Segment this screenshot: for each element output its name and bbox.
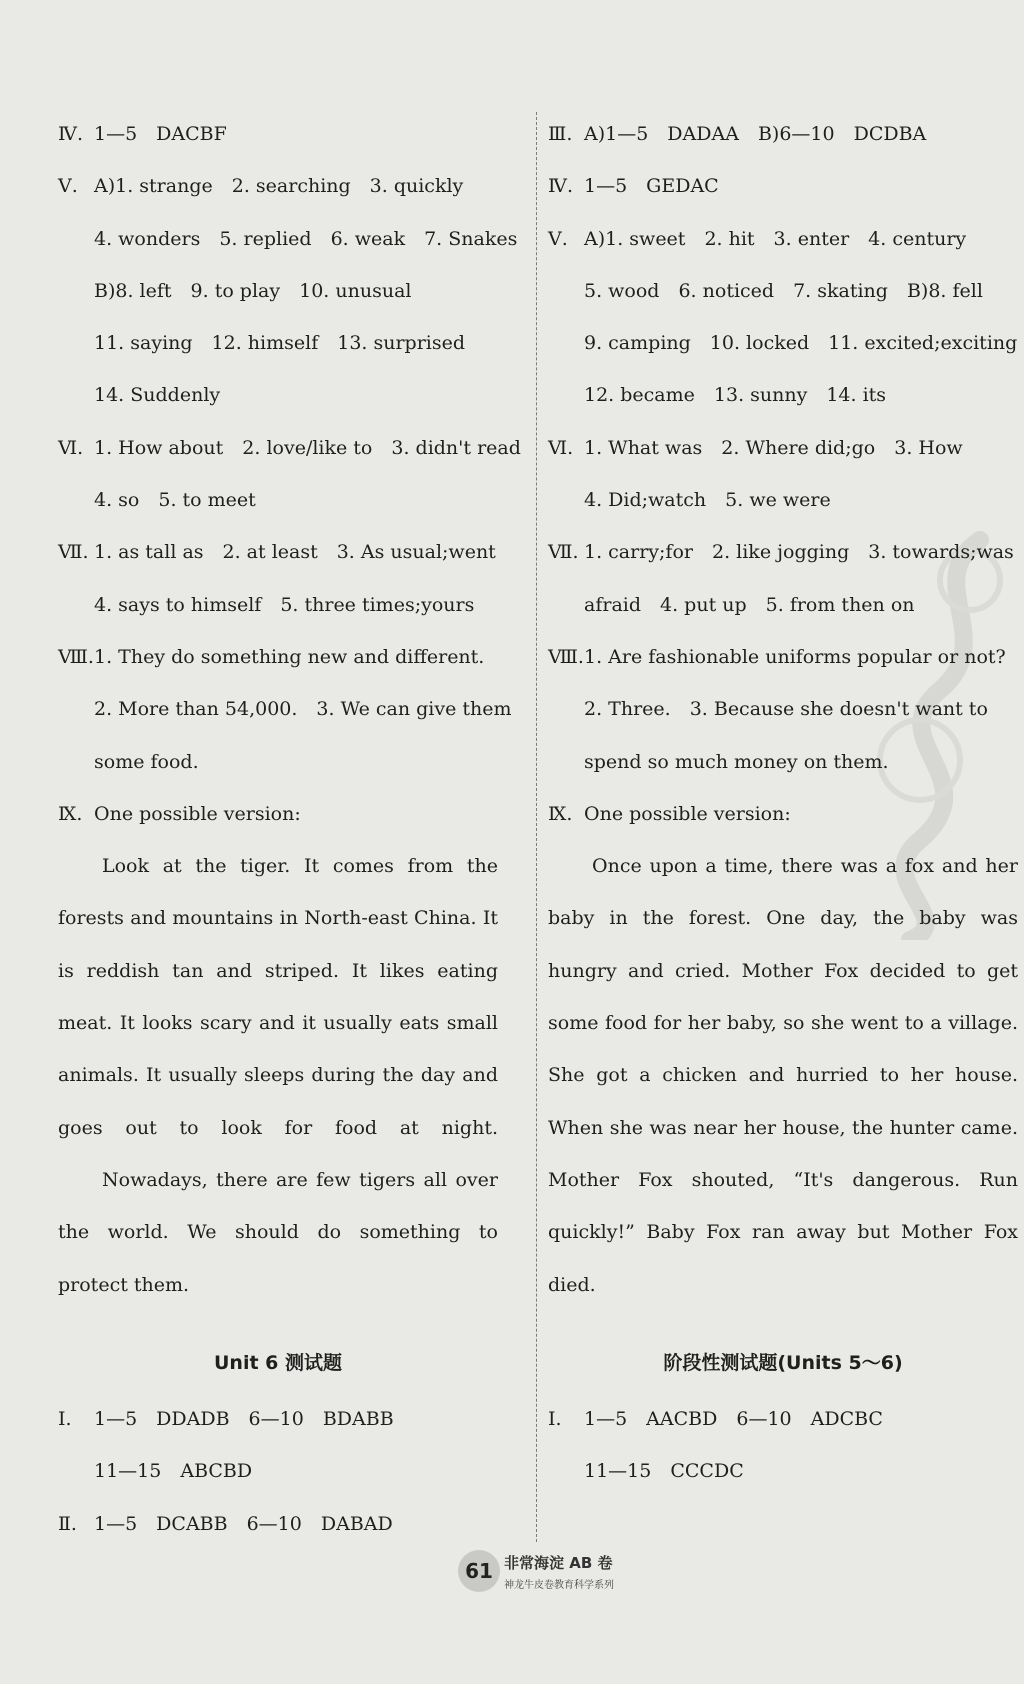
answer-line: A)1. strange 2. searching 3. quickly xyxy=(94,175,464,198)
answer-line: spend so much money on them. xyxy=(584,750,889,773)
section-title-stage-test: 阶段性测试题(Units 5～6) xyxy=(663,1351,903,1374)
answer-line: One possible version: xyxy=(584,802,791,825)
series-subtitle: 神龙牛皮卷教育科学系列 xyxy=(504,1580,614,1591)
answer-line: 1. They do something new and different. xyxy=(94,645,485,668)
answer-line: 1. How about 2. love/like to 3. didn't read xyxy=(94,436,521,459)
left-column xyxy=(58,108,521,1550)
answer-line: A)1. sweet 2. hit 3. enter 4. century xyxy=(584,227,967,250)
right-section-5 xyxy=(548,213,1018,265)
right-column xyxy=(548,108,1018,1498)
roman-numeral: Ⅸ. xyxy=(58,802,83,825)
roman-numeral: Ⅵ. xyxy=(58,436,84,459)
roman-numeral: Ⅸ. xyxy=(548,802,573,825)
answer-line: 2. More than 54,000. 3. We can give them xyxy=(94,698,512,721)
left-section-9 xyxy=(58,788,498,840)
right-section-4 xyxy=(548,160,1018,212)
answer-line: 4. Did;watch 5. we were xyxy=(584,489,831,512)
roman-numeral: Ⅶ. xyxy=(548,541,579,564)
answer-line: 5. wood 6. noticed 7. skating B)8. fell xyxy=(584,279,983,302)
answer-line: 4. so 5. to meet xyxy=(94,489,256,512)
answer-line: One possible version: xyxy=(94,802,301,825)
roman-numeral: Ⅴ. xyxy=(548,227,568,250)
roman-numeral: Ⅰ. xyxy=(58,1408,72,1431)
answer-line: 1—5 GEDAC xyxy=(584,175,719,198)
answer-line: 1. as tall as 2. at least 3. As usual;went xyxy=(94,541,496,564)
sample-essay-paragraph: Once upon a time, there was a fox and her baby in the forest. One day, the baby was hungry and cried. Mother Fox decided to get some food for her baby, so she went to a village. She got a chicken and hurried to her house. When she was near her house, the hunter came. Mother Fox shouted, “It's dangerous. Run quickly!” Baby Fox ran away but Mother Fox died. xyxy=(548,855,1018,1296)
roman-numeral: Ⅷ. xyxy=(548,645,584,668)
right-section-7 xyxy=(548,526,1018,578)
answer-line: 11. saying 12. himself 13. surprised xyxy=(94,332,466,355)
answer-line: afraid 4. put up 5. from then on xyxy=(584,593,915,616)
right-section-9 xyxy=(548,788,1018,840)
left-section-4 xyxy=(58,108,498,160)
left-section-6 xyxy=(58,422,521,474)
right-section-6 xyxy=(548,422,1018,474)
stage-section-1 xyxy=(548,1393,1018,1445)
answer-line: 12. became 13. sunny 14. its xyxy=(584,384,887,407)
roman-numeral: Ⅶ. xyxy=(58,541,89,564)
answer-line: 1—5 DDADB 6—10 BDABB xyxy=(94,1408,394,1431)
sample-essay-paragraph: Look at the tiger. It comes from the forests and mountains in North-east China. It is reddish tan and striped. It likes eating meat. It looks scary and it usually eats small animals. It usually sleeps during the day and goes out to look for food at night. xyxy=(58,855,498,1139)
answer-line: 2. Three. 3. Because she doesn't want to xyxy=(584,698,988,721)
answer-line: 11—15 ABCBD xyxy=(94,1460,253,1483)
brand-title: 非常海淀 AB 卷 xyxy=(504,1554,613,1572)
column-divider xyxy=(536,112,537,1542)
answer-line: 14. Suddenly xyxy=(94,384,221,407)
answer-line: 9. camping 10. locked 11. excited;exciting xyxy=(584,332,1018,355)
answer-line: 11—15 CCCDC xyxy=(584,1460,744,1483)
roman-numeral: Ⅳ. xyxy=(58,123,84,145)
roman-numeral: Ⅳ. xyxy=(548,175,574,198)
page-footer xyxy=(0,1542,1024,1622)
answer-line: 1—5 DCABB 6—10 DABAD xyxy=(94,1512,393,1535)
roman-numeral: Ⅱ. xyxy=(58,1512,77,1535)
section-title-unit-6: Unit 6 测试题 xyxy=(214,1351,342,1374)
answer-line: 1. What was 2. Where did;go 3. How xyxy=(584,436,963,459)
answer-line: 1. Are fashionable uniforms popular or not? xyxy=(584,645,1006,668)
unit6-section-1 xyxy=(58,1393,498,1445)
right-section-8 xyxy=(548,631,1018,683)
answer-line: 4. wonders 5. replied 6. weak 7. Snakes xyxy=(94,227,518,250)
page-number: 61 xyxy=(458,1550,500,1592)
roman-numeral: Ⅴ. xyxy=(58,175,78,198)
answer-line: B)8. left 9. to play 10. unusual xyxy=(94,279,412,302)
roman-numeral: Ⅵ. xyxy=(548,436,574,459)
left-section-8 xyxy=(58,631,498,683)
answer-line: 4. says to himself 5. three times;yours xyxy=(94,593,475,616)
left-section-7 xyxy=(58,526,498,578)
answer-line: some food. xyxy=(94,750,199,773)
roman-numeral: Ⅰ. xyxy=(548,1408,562,1431)
answer-line: A)1—5 DADAA B)6—10 DCDBA xyxy=(584,123,927,145)
roman-numeral: Ⅷ. xyxy=(58,645,94,668)
left-section-5 xyxy=(58,160,498,212)
answer-line: 1—5 DACBF xyxy=(94,123,227,145)
sample-essay-paragraph: Nowadays, there are few tigers all over the world. We should do something to protect them. xyxy=(58,1168,498,1296)
right-section-3 xyxy=(548,108,1018,160)
answer-line: 1. carry;for 2. like jogging 3. towards;was xyxy=(584,541,1014,564)
roman-numeral: Ⅲ. xyxy=(548,123,573,145)
answer-line: 1—5 AACBD 6—10 ADCBC xyxy=(584,1408,883,1431)
